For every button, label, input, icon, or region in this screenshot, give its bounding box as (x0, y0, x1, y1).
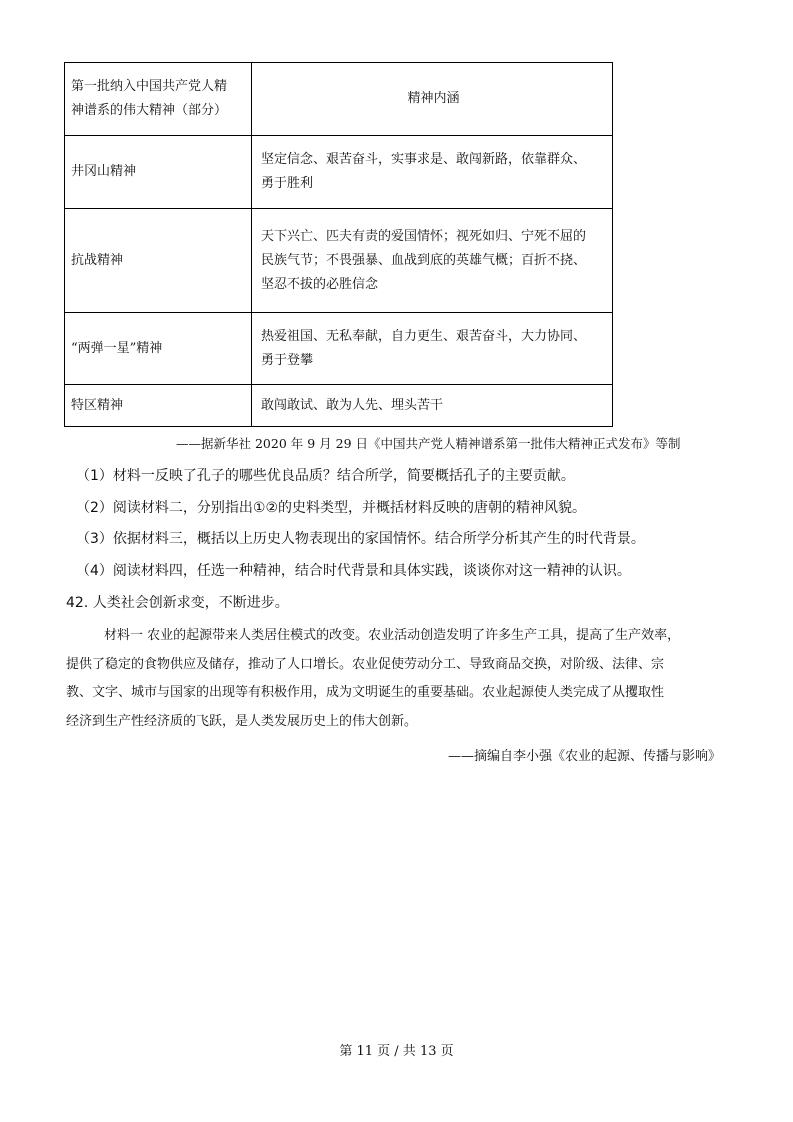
spirit-name: 抗战精神 (65, 209, 252, 313)
table-row (65, 136, 613, 209)
content-line: 坚忍不拔的必胜信念 (261, 276, 379, 292)
content-line: 勇于胜利 (261, 176, 314, 191)
spirit-content (252, 209, 613, 313)
spirit-content (252, 313, 613, 385)
content-line: 坚定信念、艰苦奋斗，实事求是、敢闯新路，依靠群众、 (261, 152, 587, 167)
table-source-citation: ——据新华社 2020 年 9 月 29 日《中国共产党人精神谱系第一批伟大精神正式发布》等制 (176, 436, 681, 451)
material-line: 提供了稳定的食物供应及储存，推动了人口增长。农业促使劳动分工、导致商品交换，对阶级、法律、宗 (66, 656, 665, 672)
table-header-row (65, 63, 613, 136)
spirit-name: 井冈山精神 (65, 136, 252, 209)
table-header-right: 精神内涵 (252, 63, 613, 136)
spirit-name: “两弹一星”精神 (65, 313, 252, 385)
content-line: 勇于登攀 (261, 352, 314, 368)
table-row (65, 385, 613, 427)
question-42-title: 42. 人类社会创新求变，不断进步。 (66, 595, 289, 611)
spirit-name: 特区精神 (65, 385, 252, 427)
content-line: 民族气节；不畏强暴、血战到底的英雄气概；百折不挠、 (261, 252, 587, 268)
content-line: 天下兴亡、匹夫有责的爱国情怀；视死如归、宁死不屈的 (261, 228, 587, 244)
material-line: 材料一 农业的起源带来人类居住模式的改变。农业活动创造发明了许多生产工具，提高了生产效率， (104, 628, 681, 643)
header-left-line: 第一批纳入中国共产党人精 (71, 79, 228, 94)
spirit-content (252, 385, 613, 427)
table-header-left (65, 63, 252, 136)
material-source-citation: ——摘编自李小强《农业的起源、传播与影响》 (447, 749, 721, 764)
content-line: 热爱祖国、无私奉献，自力更生、艰苦奋斗，大力协同、 (261, 328, 587, 344)
question-1: （1）材料一反映了孔子的哪些优良品质？结合所学，简要概括孔子的主要贡献。 (76, 468, 575, 484)
table-row (65, 313, 613, 385)
spirit-content (252, 136, 613, 209)
material-one (66, 622, 722, 736)
question-3: （3）依据材料三，概括以上历史人物表现出的家国情怀。结合所学分析其产生的时代背景。 (76, 531, 645, 547)
question-2: （2）阅读材料二，分别指出①②的史料类型，并概括材料反映的唐朝的精神风貌。 (76, 500, 587, 516)
header-left-line: 神谱系的伟大精神（部分） (71, 103, 228, 118)
page-number: 第 11 页 / 共 13 页 (339, 1044, 454, 1059)
material-line: 教、文字、城市与国家的出现等有积极作用，成为文明诞生的重要基础。农业起源使人类完成了从攫取性 (66, 685, 665, 700)
spirit-table (64, 62, 613, 427)
material-line: 经济到生产性经济质的飞跃，是人类发展历史上的伟大创新。 (66, 713, 418, 729)
table-row (65, 209, 613, 313)
content-line: 敢闯敢试、敢为人先、埋头苦干 (261, 397, 444, 413)
question-4: （4）阅读材料四，任选一种精神，结合时代背景和具体实践，谈谈你对这一精神的认识。 (76, 563, 631, 579)
